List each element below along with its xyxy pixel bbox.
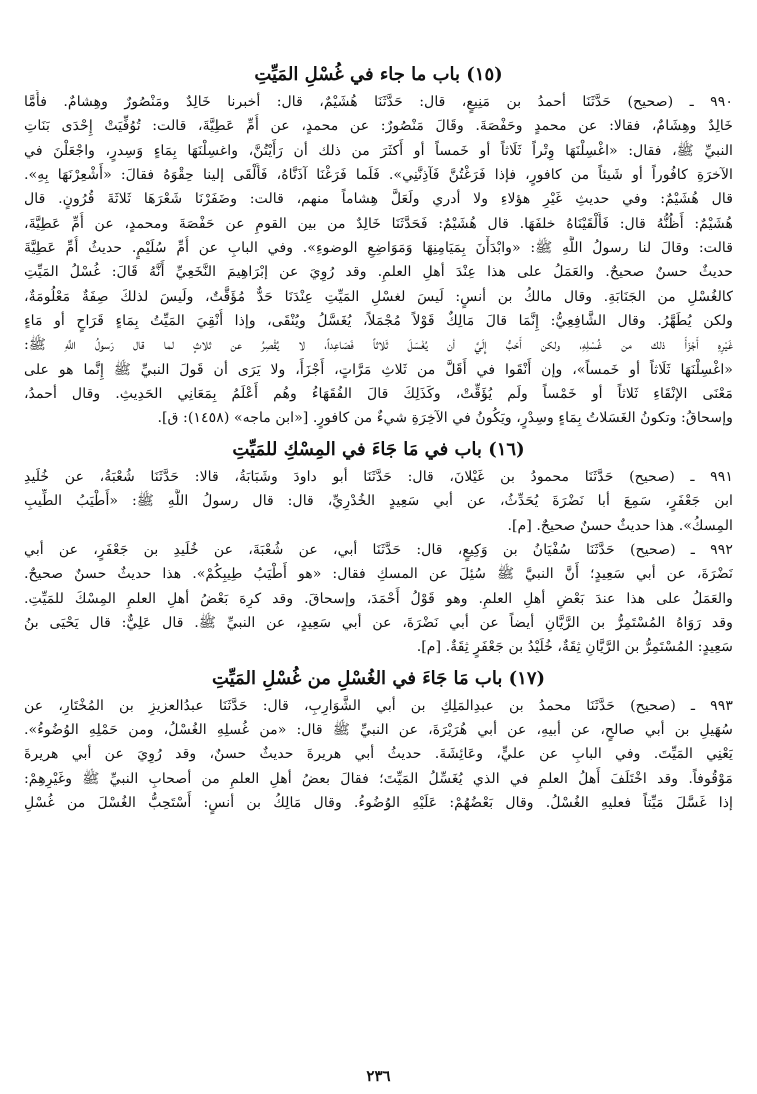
hadith-991 — [24, 465, 733, 538]
text-line: مَعْنَى الإنْقَاءِ ثَلاثاً أو خَمْساً ولَم يُؤَقِّتْ، وكَذَلِكَ قالَ الفُقَهَاءُ وهُم أَعْلَمُ بِمَعَانِي الحَدِيثِ. وقال أحمدُ، — [24, 386, 733, 403]
text-line: سَعِيدٍ: المُسْتَمِرُّ بن الرَّيَّانِ ثِقَةٌ، خُلَيْدُ بن جَعْفَرٍ ثِقَةٌ. [م]. — [416, 639, 733, 656]
section-16 — [24, 435, 733, 660]
text-line: خَالِدٌ وهِشَامٌ، فقالا: عن محمدٍ وحَفْصَةَ. وقَالَ مَنْصُورٌ: عن محمدٍ، عن أُمِّ عَطِيَّةَ، قالت: تُوُفِّيَتْ إِحْدَى بَنَاتِ — [24, 118, 733, 135]
text-line: ٩٩٠ ـ (صحيح) حَدَّثَنَا أحمدُ بن مَنِيعٍ، قال: حَدَّثَنَا هُشَيْمٌ، قال: أخبرنا خَالِدٌ ومَنْصُورٌ وهِشامٌ. فأَمَّا — [24, 94, 733, 110]
text-line: يَعْنِي المَيِّتَ. وفي البابِ عن عليٍّ، وعَائِشَةَ. حديثُ أبي هريرةَ حديثٌ حسنٌ، وقد رُوِيَ عن أبي هريرةَ — [24, 746, 733, 763]
text-line: ٩٩٢ ـ (صحيح) حَدَّثَنَا سُفْيَانُ بن وَكِيعٍ، قال: حَدَّثَنَا أبي، عن شُعْبَةَ، عن خُلَيدِ بن جَعْفَرٍ، عن أبي — [24, 541, 733, 558]
hadith-993 — [24, 694, 733, 816]
text-line: وقد رَوَاهُ المُسْتَمِرُّ بن الرَّيَّانِ أيضاً عن أبي نَضْرَةَ، عن أبي سَعِيدٍ، عن النبيِّ ﷺ. قال عَلِيٌّ: قال يَحْيَى بنُ — [24, 614, 733, 631]
text-line: غَيْرِهِ أَجْزَأَ ذلك من غُسْلِهِ، ولكن أَحَبُّ إِلَيَّ أن يُغْسَلَ ثَلاثاً فَصَاعِداً، لا يُقْصِرُ عن ثلاثٍ لما قال رَسولُ اللَّهِ ﷺ: — [24, 337, 733, 354]
section-15 — [24, 60, 733, 431]
text-line: المِسكُ». هذا حديثٌ حسنٌ صحيحٌ. [م]. — [507, 517, 733, 534]
section-heading: (١٧) باب مَا جَاءَ في الغُسْلِ من غُسْلِ المَيِّتِ — [211, 667, 546, 689]
section-heading: (١٦) باب في مَا جَاءَ في المِسْكِ للمَيِّتِ — [232, 438, 525, 460]
hadith-990 — [24, 90, 733, 431]
text-line: ٩٩١ ـ (صحيح) حَدَّثَنَا محمودُ بن غَيْلانَ، قال: حَدَّثَنَا أبو داودَ وشَبَابَةُ، قالا: حَدَّثَنَا شُعْبَةُ، عن خُلَيدِ — [24, 468, 733, 485]
text-line: الآخرَةِ كافُوراً أو شَيئاً من كافورٍ، فإذا فَرَغْتُنَّ فَآذِنَّنِي». فَلَما فَرَغْنَا آذَنَّاهُ، فَأَلْقَى إلينا حِقْوَهُ فقالَ: «أَشْعِرْنَهَا بِهِ». — [24, 167, 733, 184]
text-line: كالغُسْلِ من الجَنَابَةِ. وقال مالكُ بن أنسٍ: لَيسَ لغسْلِ المَيِّتِ عِنْدَنَا حَدٌّ مُؤَقَّتٌ، ولَيسَ لذلكَ صِفَةٌ مَعْلُومَةٌ، — [24, 288, 733, 305]
text-line: ٩٩٣ ـ (صحيح) حَدَّثَنَا محمدُ بن عبدِالمَلِكِ بن أبي الشَّوَارِبِ، قال: حَدَّثَنَا عبدُالعزيزِ بن المُخْتَارِ، عن — [24, 697, 733, 714]
text-line: هُشَيْمٌ: أَظُنُّهُ قال: فَأَلْقَيْنَاهُ خلفَهَا. قال هُشَيْمٌ: فَحَدَّثَنَا خَالِدٌ من بين القومِ عن حَفْصَةَ ومحمدٍ، عن أُمِّ عَطِيَّةَ، — [24, 215, 733, 232]
text-line: إذا غَسَّلَ مَيِّتاً فعليهِ الغُسْلُ. وقال بَعْضُهُمْ: عَلَيْهِ الوُضُوءُ. وقال مَالِكُ بن أنسٍ: أَسْتَحِبُّ الغُسْلَ من غُسْلِ — [24, 794, 733, 811]
page-number: ٢٣٦ — [366, 1067, 391, 1085]
text-line: ولكن يُطَهَّرُ. وقال الشَّافِعِيُّ: إِنَّمَا قالَ مَالِكٌ قَوْلاً مُجْمَلاً، يُغَسَّلُ ويُنْقَى، وإذا أُنْقِيَ المَيِّتُ بِمَاءٍ قَرَاحٍ أو مَاءٍ — [24, 313, 733, 330]
text-line: حديثٌ حسنٌ صحيحٌ. والعَمَلُ على هذا عِنْدَ أهلِ العلمِ. وقد رُوِيَ عن إبْرَاهِيمَ النَّخَعِيِّ أَنَّهُ قَالَ: غُسْلُ المَيِّتِ — [24, 264, 733, 281]
hadith-992 — [24, 538, 733, 660]
text-line: ابن جَعْفَرٍ، سَمِعَ أبا نَضْرَةَ يُحَدِّثُ، عن أبي سَعِيدٍ الخُدْرِيِّ، قال: قال رسولُ اللَّهِ ﷺ: «أَطْيَبُ الطِّيبِ — [24, 493, 733, 510]
text-line: النبيِّ ﷺ، فقال: «اغْسِلْنَهَا وِتْراً ثَلَاثاً أو خَمساً أو أَكثَرَ من ذلك أن رَأَيْتُنَّ، واغسِلْنَهَا بِمَاءٍ وَسِدرٍ، واجْعَلْنَ في — [24, 142, 733, 159]
text-line: نَضْرَةَ، عن أبي سَعِيدٍ؛ أَنَّ النبيَّ ﷺ سُئِلَ عن المسكِ فقال: «هو أَطْيَبُ طِيبِكُمْ». هذا حديثٌ حسنٌ صحيحٌ. — [24, 566, 733, 583]
text-line: «اغْسِلْنَهَا ثَلَاثاً أو خَمساً»، وإن أَنْقَوا في أَقَلَّ من ثَلاثِ مَرَّاتٍ، أَجْزَأَ، ولا يَرَى أن قَولَ النبيِّ ﷺ إِنَّما هو على — [24, 361, 733, 378]
document-page — [24, 58, 733, 1094]
text-line: مَوْقُوفاً. وقد اخْتَلَفَ أَهلُ العلمِ في الذي يُغَسِّلُ المَيِّتَ؛ فقالَ بعضُ أهلِ العلمِ من أصحابِ النبيِّ ﷺ وغَيْرِهِمْ: — [24, 770, 733, 787]
section-heading: (١٥) باب ما جاء في غُسْلِ المَيِّتِ — [254, 64, 503, 85]
text-line: قالت: وقالَ لنا رسولُ اللَّهِ ﷺ: «وابْدَأْنَ بِمَيَامِنِهَا وَمَوَاضِعِ الوضوءِ». وفي البابِ عن أُمِّ سُلَيْمٍ. حديثُ أُمِّ عَطِيَّةَ — [24, 240, 733, 257]
text-line: وإسحاقُ: وتكونُ الغَسَلاتُ بِمَاءٍ وسِدْرٍ، ويَكُونُ في الآخِرَةِ شيءٌ من كافورٍ. [«ابن ماجه» (١٤٥٨): ق]. — [157, 410, 733, 427]
section-17 — [24, 664, 733, 816]
text-line: قال هُشَيْمٌ: وفي حديثِ غَيْرِ هؤلاءِ ولا أدري ولَعَلَّ هِشاماً منهم، قالت: وضَفَرْنَا شَعْرَهَا ثَلاثَةَ قُرُونٍ. قال — [24, 191, 733, 208]
text-line: سُهَيلِ بن أبي صالحٍ، عن أبيهِ، عن أبي هُرَيْرَةَ، عن النبيِّ ﷺ قال: «من غُسلِهِ الغُسْلُ، ومن حَمْلِهِ الوُضُوءُ». — [24, 721, 733, 738]
text-line: والعَمَلُ على هذا عندَ بَعْضِ أهلِ العلمِ. وهو قَوْلُ أَحْمَدَ، وإسحاقَ. وقد كرِهَ بَعْضُ أهلِ العلمِ المِسْكَ للمَيِّتِ. — [24, 590, 733, 607]
